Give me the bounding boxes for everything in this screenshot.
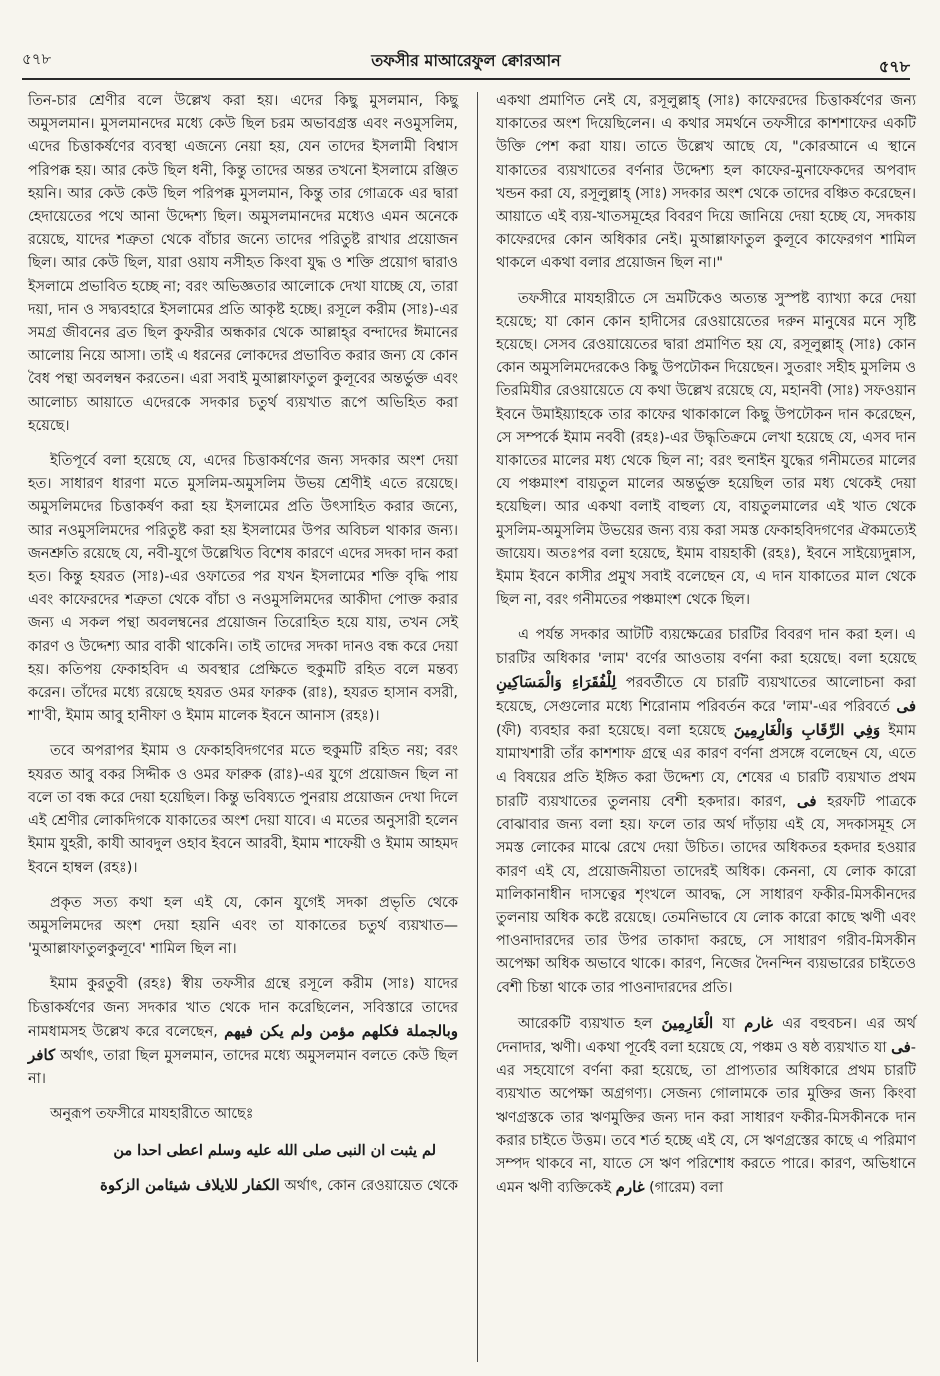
- page-header: [22, 44, 910, 80]
- column-divider: [477, 92, 478, 1362]
- paragraph-text: অর্থাৎ, তারা ছিল মুসলমান, তাদের মধ্যে অমুসলমান বলতে কেউ ছিল না।: [28, 1047, 458, 1088]
- paragraph-text: অর্থাৎ, কোন রেওয়ায়েত থেকে: [284, 1177, 458, 1194]
- paragraph-text: (গারেম) বলা: [649, 1180, 724, 1197]
- paragraph: একথা প্রমাণিত নেই যে, রসূলুল্লাহ্ (সাঃ) কাফেরদের চিত্তাকর্ষণের জন্য যাকাতের অংশ দিয়েছিলেন। এ কথার সমর্থনে তফসীরে কাশশাফের একটি উক্তি পেশ করা যায়। তাতে উল্লেখ আছে যে, "কোরআনে এ স্থানে যাকাতের ব্যয়খাতের বর্ণনার উদ্দেশ্য হল কাফের-মুনাফেকদের অপবাদ খন্ডন করা যে, রসূলুল্লাহ্ (সাঃ) সদকার অংশ থেকে তাদের বঞ্চিত করেছেন। আয়াতে এই ব্যয়-খাতসমূহের বিবরণ দিয়ে জানিয়ে দেয়া হচ্ছে যে, সদকায় কাফেরদের কোন অধিকার নেই। মুআল্লাফাতুল কুলূবে কাফেরগণ শামিল থাকলে একথা বলার প্রয়োজন ছিল না।": [496, 93, 916, 272]
- paragraph: [496, 624, 916, 999]
- paragraph-text: এর বহুবচন। এর অর্থ দেনাদার, ঋণী। একথা পূর্বেই বলা হয়েছে যে, পঞ্চম ও ষষ্ঠ ব্যয়খাত যা: [496, 1015, 916, 1056]
- paragraph-text: যা: [722, 1015, 735, 1032]
- paragraph: [28, 973, 458, 1091]
- paragraph: [496, 1012, 916, 1201]
- paragraph: ইতিপূর্বে বলা হয়েছে যে, এদের চিত্তাকর্ষণের জন্য সদকার অংশ দেয়া হত। সাধারণ ধারণা মতে মুসলিম-অমুসলিম উভয় শ্রেণীই এতে রয়েছে। অমুসলিমদের চিত্তাকর্ষণ করা হয় ইসলামের প্রতি উৎসাহিত করার জন্যে, আর নওমুসলিমদের পরিতুষ্ট করা হয় ইসলামের উপর অবিচল থাকার জন্য। জনশ্রুতি রয়েছে যে, নবী-যুগে উল্লেখিত বিশেষ কারণে এদের সদকা দান করা হত। কিন্তু হযরত (সাঃ)-এর ওফাতের পর যখন ইসলামের শক্তি বৃদ্ধি পায় এবং কাফেরদের শত্রুতা থেকে বাঁচা ও নওমুসলিমদের আকীদা পোক্ত করার জন্য এ সকল পন্থা অবলম্বনের প্রয়োজন তিরোহিত হয়ে যায়, তখন সেই কারণ ও উদ্দেশ্য আর বাকী থাকেনি। তাই তাদের সদকা দানও বন্ধ করে দেয়া হয়। কতিপয় ফেকাহবিদ এ অবস্থার প্রেক্ষিতে হুকুমটি রহিত বলে মন্তব্য করেন। তাঁদের মধ্যে রয়েছে হযরত ওমর ফারুক (রাঃ), হযরত হাসান বসরী, শা'বী, ইমাম আবু হানীফা ও ইমাম মালেক ইবনে আনাস (রহঃ)।: [28, 453, 458, 725]
- running-title: তফসীর মাআরেফুল ক্বোরআন: [371, 51, 561, 70]
- paragraph: তফসীরে মাযহারীতে সে ভ্রমটিকেও অত্যন্ত সুস্পষ্ট ব্যাখ্যা করে দেয়া হয়েছে; যা কোন কোন হাদীসের রেওয়ায়েতের দরুন মানুষের মনে সৃষ্টি হয়েছে। সেসব রেওয়ায়েতের দ্বারা প্রমাণিত হয় যে, রসূলুল্লাহ্ (সাঃ) কোন কোন অমুসলিমদেরকেও কিছু উপঢৌকন দিয়েছেন। সুতরাং সহীহ মুসলিম ও তিরমিযীর রেওয়ায়েতে যে কথা উল্লেখ রয়েছে যে, মহানবী (সাঃ) সফওয়ান ইবনে উমাইয়্যাহকে তার কাফের থাকাকালে কিছু উপঢৌকন দান করেছেন, সে সম্পর্কে ইমাম নববী (রহঃ)-এর উদ্ধৃতিক্রমে লেখা হয়েছে যে, এসব দান যাকাতের মালের মধ্য থেকে ছিল না; বরং হুনাইন যুদ্ধের গনীমতের মালের যে পঞ্চমাংশ বায়তুল মালের অন্তর্ভুক্ত হয়েছিল তার মধ্য থেকেই দেয়া হয়েছিল। আর একথা বলাই বাহুল্য যে, বায়তুলমালের এই খাত থেকে মুসলিম-অমুসলিম উভয়ের জন্য ব্যয় করা সমস্ত ফেকাহবিদগণের ঐকমত্যেই জায়েয। অতঃপর বলা হয়েছে, ইমাম বায়হাকী (রহঃ), ইবনে সাইয়্যেদুন্নাস, ইমাম ইবনে কাসীর প্রমুখ সবাই বলেছেন যে, এ দান যাকাতের মাল থেকে ছিল না, বরং গনীমতের পঞ্চমাংশ থেকে ছিল।: [496, 290, 916, 609]
- paragraph: তিন-চার শ্রেণীর বলে উল্লেখ করা হয়। এদের কিছু মুসলমান, কিছু অমুসলমান। মুসলমানদের মধ্যে কেউ ছিল চরম অভাবগ্রস্ত এবং নওমুসলিম, এদের চিত্তাকর্ষণের ব্যবস্থা এজন্যে নেয়া হয়, যেন তাদের ইসলামী বিশ্বাস পরিপক্ক হয়। আর কেউ ছিল ধনী, কিন্তু তাদের অন্তর তখনো ইসলামে রঞ্জিত হয়নি। আর কেউ কেউ ছিল পরিপক্ক মুসলমান, কিন্তু তার গোত্রকে এর দ্বারা হেদায়েতের পথে আনা উদ্দেশ্য ছিল। অমুসলমানদের মধ্যেও এমন অনেকে রয়েছে, যাদের শত্রুতা থেকে বাঁচার জন্যে তাদের পরিতুষ্ট রাখার প্রয়োজন ছিল। আর কেউ ছিল, যারা ওয়ায নসীহত কিংবা যুদ্ধ ও শক্তি প্রয়োগ দ্বারাও ইসলামে প্রভাবিত হচ্ছে না; বরং অভিজ্ঞতার আলোকে দেখা যাচ্ছে যে, তারা দয়া, দান ও সদ্ব্যবহারে ইসলামের প্রতি আকৃষ্ট হচ্ছে। রসূলে করীম (সাঃ)-এর সমগ্র জীবনের ব্রত ছিল কুফরীর অন্ধকার থেকে আল্লাহ্‌র বন্দাদের ঈমানের আলোয় নিয়ে আসা। তাই এ ধরনের লোকদের প্রভাবিত করার জন্য যে কোন বৈধ পন্থা অবলম্বন করতেন। এরা সবাই মুআল্লাফাতুল কুলূবের অন্তর্ভুক্ত এবং আলোচ্য আয়াতে এদেরকে সদকার চতুর্থ ব্যয়খাত রূপে অভিহিত করা হয়েছে।: [28, 93, 458, 434]
- page-number-left: ৫৭৮: [22, 50, 52, 68]
- arabic-word: فى: [891, 1037, 911, 1056]
- arabic-word: فى: [896, 697, 916, 716]
- arabic-word: غارم: [744, 1013, 774, 1032]
- arabic-word: الْغَارِمِينَ: [661, 1013, 714, 1032]
- paragraph-text: পরবর্তীতে যে চারটি ব্যয়খাতের আলোচনা করা হয়েছে, সেগুলোর মধ্যে শিরোনাম পরিবর্তন করে 'লাম'-এর পরিবর্তে: [496, 674, 917, 716]
- paragraph: প্রকৃত সত্য কথা হল এই যে, কোন যুগেই সদকা প্রভৃতি থেকে অমুসলিমদের অংশ দেয়া হয়নি এবং তা যাকাতের চতুর্থ ব্যয়খাত— 'মুআল্লাফাতুলকুলূবে' শামিল ছিল না।: [28, 894, 458, 958]
- paragraph-text: ইমাম যামাখশারী তাঁর কাশশাফ গ্রন্থে এর কারণ বর্ণনা প্রসঙ্গে বলেছেন যে, এতে এ বিষয়ের প্রতি ইঙ্গিত করা উদ্দেশ্য যে, শেষের এ চারটি ব্যয়খাত প্রথম চারটি ব্যয়খাতের তুলনায় বেশী হকদার। কারণ,: [496, 723, 916, 810]
- arabic-quote-line: لم يثبت ان النبى صلى الله عليه وسلم اعطى احدا من: [113, 1141, 436, 1159]
- page-number-right: ৫৭৮: [878, 57, 910, 76]
- paragraph-text: হরফটি পাত্রকে বোঝাবার জন্য বলা হয়। ফলে তার অর্থ দাঁড়ায় এই যে, সদকাসমূহ সে সমস্ত লোকের মাঝে রেখে দেয়া উচিত। তাদের অধিকতর হকদার হওয়ার কারণ এই যে, প্রয়োজনীয়তা তাদেরই অধিক। কেননা, যে লোক কারো মালিকানাধীন দাসত্বের শৃংখলে আবদ্ধ, সে সাধারণ ফকীর-মিসকীনদের তুলনায় অধিক কষ্টে রয়েছে। তেমনিভাবে যে লোক কারো কাছে ঋণী এবং পাওনাদারদের তার উপর তাকাদা করছে, সে সাধারণ গরীব-মিসকীন অপেক্ষা অধিক অভাবে থাকে। কারণ, নিজের দৈনন্দিন ব্যয়ভারের চাইতেও বেশী চিন্তা থাকে তার পাওনাদারদের প্রতি।: [496, 793, 917, 996]
- paragraph: অনুরূপ তফসীরে মাযহারীতে আছেঃ: [50, 1106, 254, 1123]
- right-column: [496, 90, 916, 1212]
- paragraph: তবে অপরাপর ইমাম ও ফেকাহবিদগণের মতে হুকুমটি রহিত নয়; বরং হযরত আবু বকর সিদ্দীক ও ওমর ফারুক (রাঃ)-এর যুগে প্রয়োজন ছিল না বলে তা বন্ধ করে দেয়া হয়েছিল। কিন্তু ভবিষ্যতে পুনরায় প্রয়োজন দেখা দিলে এই শ্রেণীর লোকদিগকে যাকাতের অংশ দেয়া যাবে। এ মতের অনুসারী হলেন ইমাম যুহরী, কাযী আবদুল ওহাব ইবনে আরবী, ইমাম শাফেয়ী ও ইমাম আহমদ ইবনে হাম্বল (রহঃ)।: [28, 743, 458, 876]
- paragraph-text: -এর সহযোগে বর্ণনা করা হয়েছে, তা প্রাপ্যতার অধিকারে প্রথম চারটি ব্যয়খাত অপেক্ষা অগ্রগণ্য। সেজন্য গোলামকে তার মুক্তির জন্য কিংবা ঋণগ্রস্তকে তার ঋণমুক্তির জন্য দান করা সাধারণ ফকীর-মিসকীনকে দান করার চাইতে উত্তম। তবে শর্ত হচ্ছে এই যে, সে ঋণগ্রস্তের কাছে এ পরিমাণ সম্পদ থাকবে না, যাতে সে ঋণ পরিশোধ করতে পারে। কারণ, অভিধানে এমন ঋণী ব্যক্তিকেই: [496, 1039, 916, 1197]
- arabic-quote: الكفار للايلاف شيئامن الزكوة: [100, 1175, 280, 1194]
- paragraph-text: ইমাম কুরতুবী (রহঃ) স্বীয় তফসীর গ্রন্থে রসূলে করীম (সাঃ) যাদের চিত্তাকর্ষণের জন্য সদকার খাত থেকে দান করেছিলেন, সবিস্তারে তাদের নামধামসহ উল্লেখ করে বলেছেন,: [28, 976, 458, 1040]
- left-column: [28, 90, 458, 1210]
- arabic-quote: وَفِي الرِّقَابِ وَالْغَارِمِينَ: [733, 721, 881, 740]
- paragraph: [28, 1174, 458, 1198]
- arabic-quote: وبالجملة فكلهم مؤمن ولم يكن فيهم كافر: [28, 1021, 459, 1064]
- arabic-word: غارم: [615, 1178, 645, 1197]
- arabic-word: فى: [796, 791, 817, 810]
- arabic-quote: لِلْفُقَرَاءِ وَالْمَسَاكِينِ: [496, 672, 617, 691]
- paragraph-text: আরেকটি ব্যয়খাত হল: [518, 1015, 653, 1032]
- paragraph-text: (ফী) ব্যবহার করা হয়েছে। বলা হয়েছে: [496, 723, 726, 740]
- paragraph-text: এ পর্যন্ত সদকার আটটি ব্যয়ক্ষেত্রের চারটির বিবরণ দান করা হল। এ চারটির অধিকার 'লাম' বর্ণের আওতায় বর্ণনা করা হয়েছে। বলা হয়েছে: [496, 627, 916, 667]
